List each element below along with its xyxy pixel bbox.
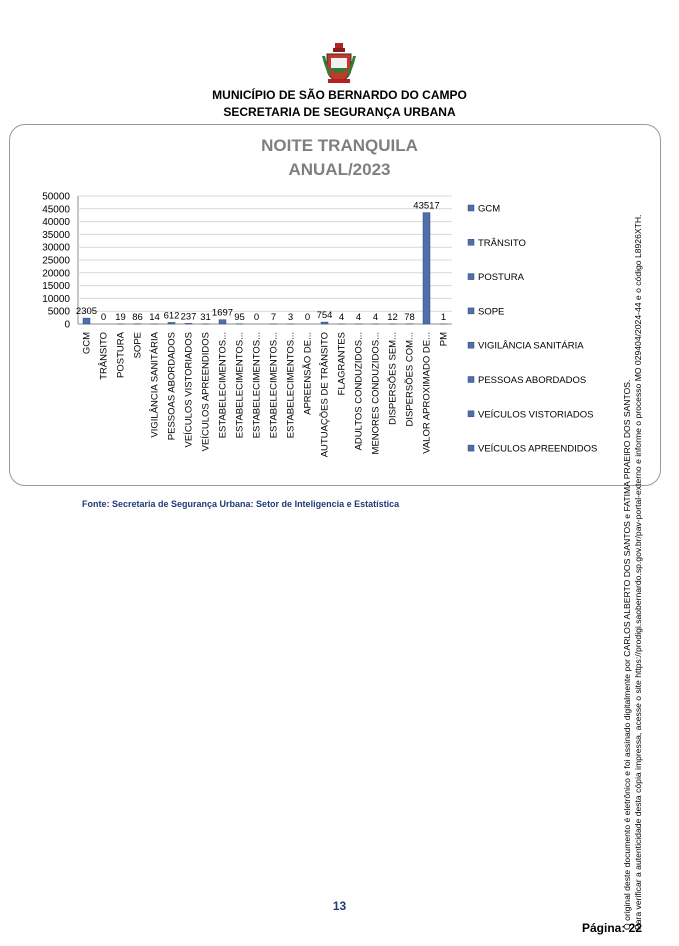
x-tick-label: DISPERSÕES SEM... [387, 332, 399, 425]
chart-subtitle: ANUAL/2023 [288, 160, 391, 179]
data-label: 2305 [75, 306, 98, 318]
x-tick-label: FLAGRANTES [336, 332, 348, 396]
legend-swatch [468, 411, 474, 417]
pagina-label: Página: 22 [582, 921, 643, 935]
y-tick-label: 50000 [42, 191, 70, 203]
x-tick-label: TRÂNSITO [98, 332, 110, 380]
legend-entry: SOPE [478, 306, 505, 318]
x-tick-label: GCM [81, 332, 93, 355]
data-label: 14 [149, 311, 160, 323]
bar [83, 318, 90, 324]
legend-swatch [468, 205, 474, 211]
bar [321, 322, 328, 324]
legend-swatch [468, 274, 474, 280]
data-label: 4 [338, 311, 345, 323]
data-label: 4 [355, 311, 362, 323]
bar [168, 322, 175, 324]
legend-swatch [468, 377, 474, 383]
bar [219, 320, 226, 324]
y-tick-label: 0 [64, 319, 70, 331]
data-label: 1697 [211, 307, 234, 319]
data-label: 4 [372, 311, 379, 323]
data-label: 237 [180, 311, 197, 323]
secretariat-title: SECRETARIA DE SEGURANÇA URBANA [223, 105, 456, 119]
x-tick-label: ESTABELECIMENTOS... [285, 332, 297, 439]
y-tick-label: 40000 [42, 217, 70, 229]
x-tick-label: DISPERSÕES COM... [404, 332, 416, 427]
legend-swatch [468, 445, 474, 451]
coat-of-arms-icon [320, 42, 358, 84]
signature-line-2: Para verificar a autenticidade desta cópia impressa, acesse o site https://prodigi.saobernardo.sp.gov.br/pav-portal-externo e informe o processo MO 029404/2024-44 e o código L8926XTH. [633, 214, 643, 930]
data-label: 78 [404, 311, 415, 323]
bar-chart [0, 180, 679, 470]
signature-line-1: O original deste documento é eletrônico e foi assinado digitalmente por CARLOS ALBERTO DOS SANTOS e FATIMA PRAEIRO DOS SANTOS. [622, 379, 632, 930]
legend-swatch [468, 239, 474, 245]
y-tick-label: 25000 [42, 255, 70, 267]
data-label: 43517 [413, 200, 440, 212]
data-label: 95 [234, 311, 245, 323]
x-tick-label: ESTABELECIMENTOS... [268, 332, 280, 439]
data-label: 7 [270, 311, 277, 323]
page-number: 13 [332, 899, 347, 913]
data-label: 0 [100, 312, 107, 323]
x-tick-label: VIGILÂNCIA SANITÁRIA [149, 332, 161, 438]
x-tick-label: ESTABELECIMENTOS... [251, 332, 263, 439]
y-tick-label: 20000 [42, 268, 70, 280]
data-label: 86 [132, 311, 143, 323]
data-label: 754 [316, 310, 333, 322]
y-tick-label: 10000 [42, 293, 70, 305]
x-tick-label: ADULTOS CONDUZIDOS... [353, 332, 365, 451]
bar [185, 323, 192, 324]
legend-entry: PESSOAS ABORDADOS [478, 375, 587, 386]
data-label: 12 [387, 311, 398, 323]
data-label: 3 [287, 311, 294, 323]
x-tick-label: PM [438, 332, 450, 347]
chart-title: NOITE TRANQUILA [261, 136, 418, 155]
data-label: 612 [163, 310, 180, 322]
legend-entry: GCM [478, 203, 501, 215]
y-tick-label: 30000 [42, 242, 70, 254]
data-label: 31 [200, 311, 211, 323]
x-tick-label: APREENSÃO DE... [302, 332, 314, 415]
municipality-title: MUNICÍPIO DE SÃO BERNARDO DO CAMPO [212, 88, 467, 102]
x-tick-label: ESTABELECIMENTOS... [234, 332, 246, 439]
legend-swatch [468, 308, 474, 314]
y-tick-label: 15000 [42, 281, 70, 293]
data-label: 19 [115, 311, 126, 323]
x-tick-label: POSTURA [115, 332, 127, 378]
x-tick-label: SOPE [132, 332, 144, 359]
legend-entry: POSTURA [478, 272, 524, 284]
x-tick-label: AUTUAÇÕES DE TRÂNSITO [319, 332, 331, 458]
bar [423, 213, 430, 324]
legend-entry: VEÍCULOS VISTORIADOS [478, 409, 594, 421]
digital-signature-note [622, 70, 644, 930]
legend-swatch [468, 342, 474, 348]
legend-entry: VIGILÂNCIA SANITÁRIA [478, 340, 584, 352]
x-tick-label: VEÍCULOS VISTORIADOS [183, 332, 195, 448]
data-label: 1 [440, 311, 447, 323]
data-label: 0 [304, 312, 311, 323]
data-label: 0 [253, 312, 260, 323]
source-note: Fonte: Secretaria de Segurança Urbana: Setor de Inteligencia e Estatística [82, 499, 400, 509]
y-tick-label: 35000 [42, 229, 70, 241]
y-tick-label: 45000 [42, 204, 70, 216]
x-tick-label: VALOR APROXIMADO DE... [421, 332, 433, 454]
x-tick-label: ESTABELECIMENTOS... [217, 332, 229, 439]
x-tick-label: PESSOAS ABORDADOS [166, 332, 178, 441]
x-tick-label: VEÍCULOS APREENDIDOS [200, 332, 212, 452]
legend-entry: VEÍCULOS APREENDIDOS [478, 443, 598, 455]
y-tick-label: 5000 [47, 306, 70, 318]
legend-entry: TRÂNSITO [478, 237, 526, 249]
x-tick-label: MENORES CONDUZIDOS... [370, 332, 382, 455]
